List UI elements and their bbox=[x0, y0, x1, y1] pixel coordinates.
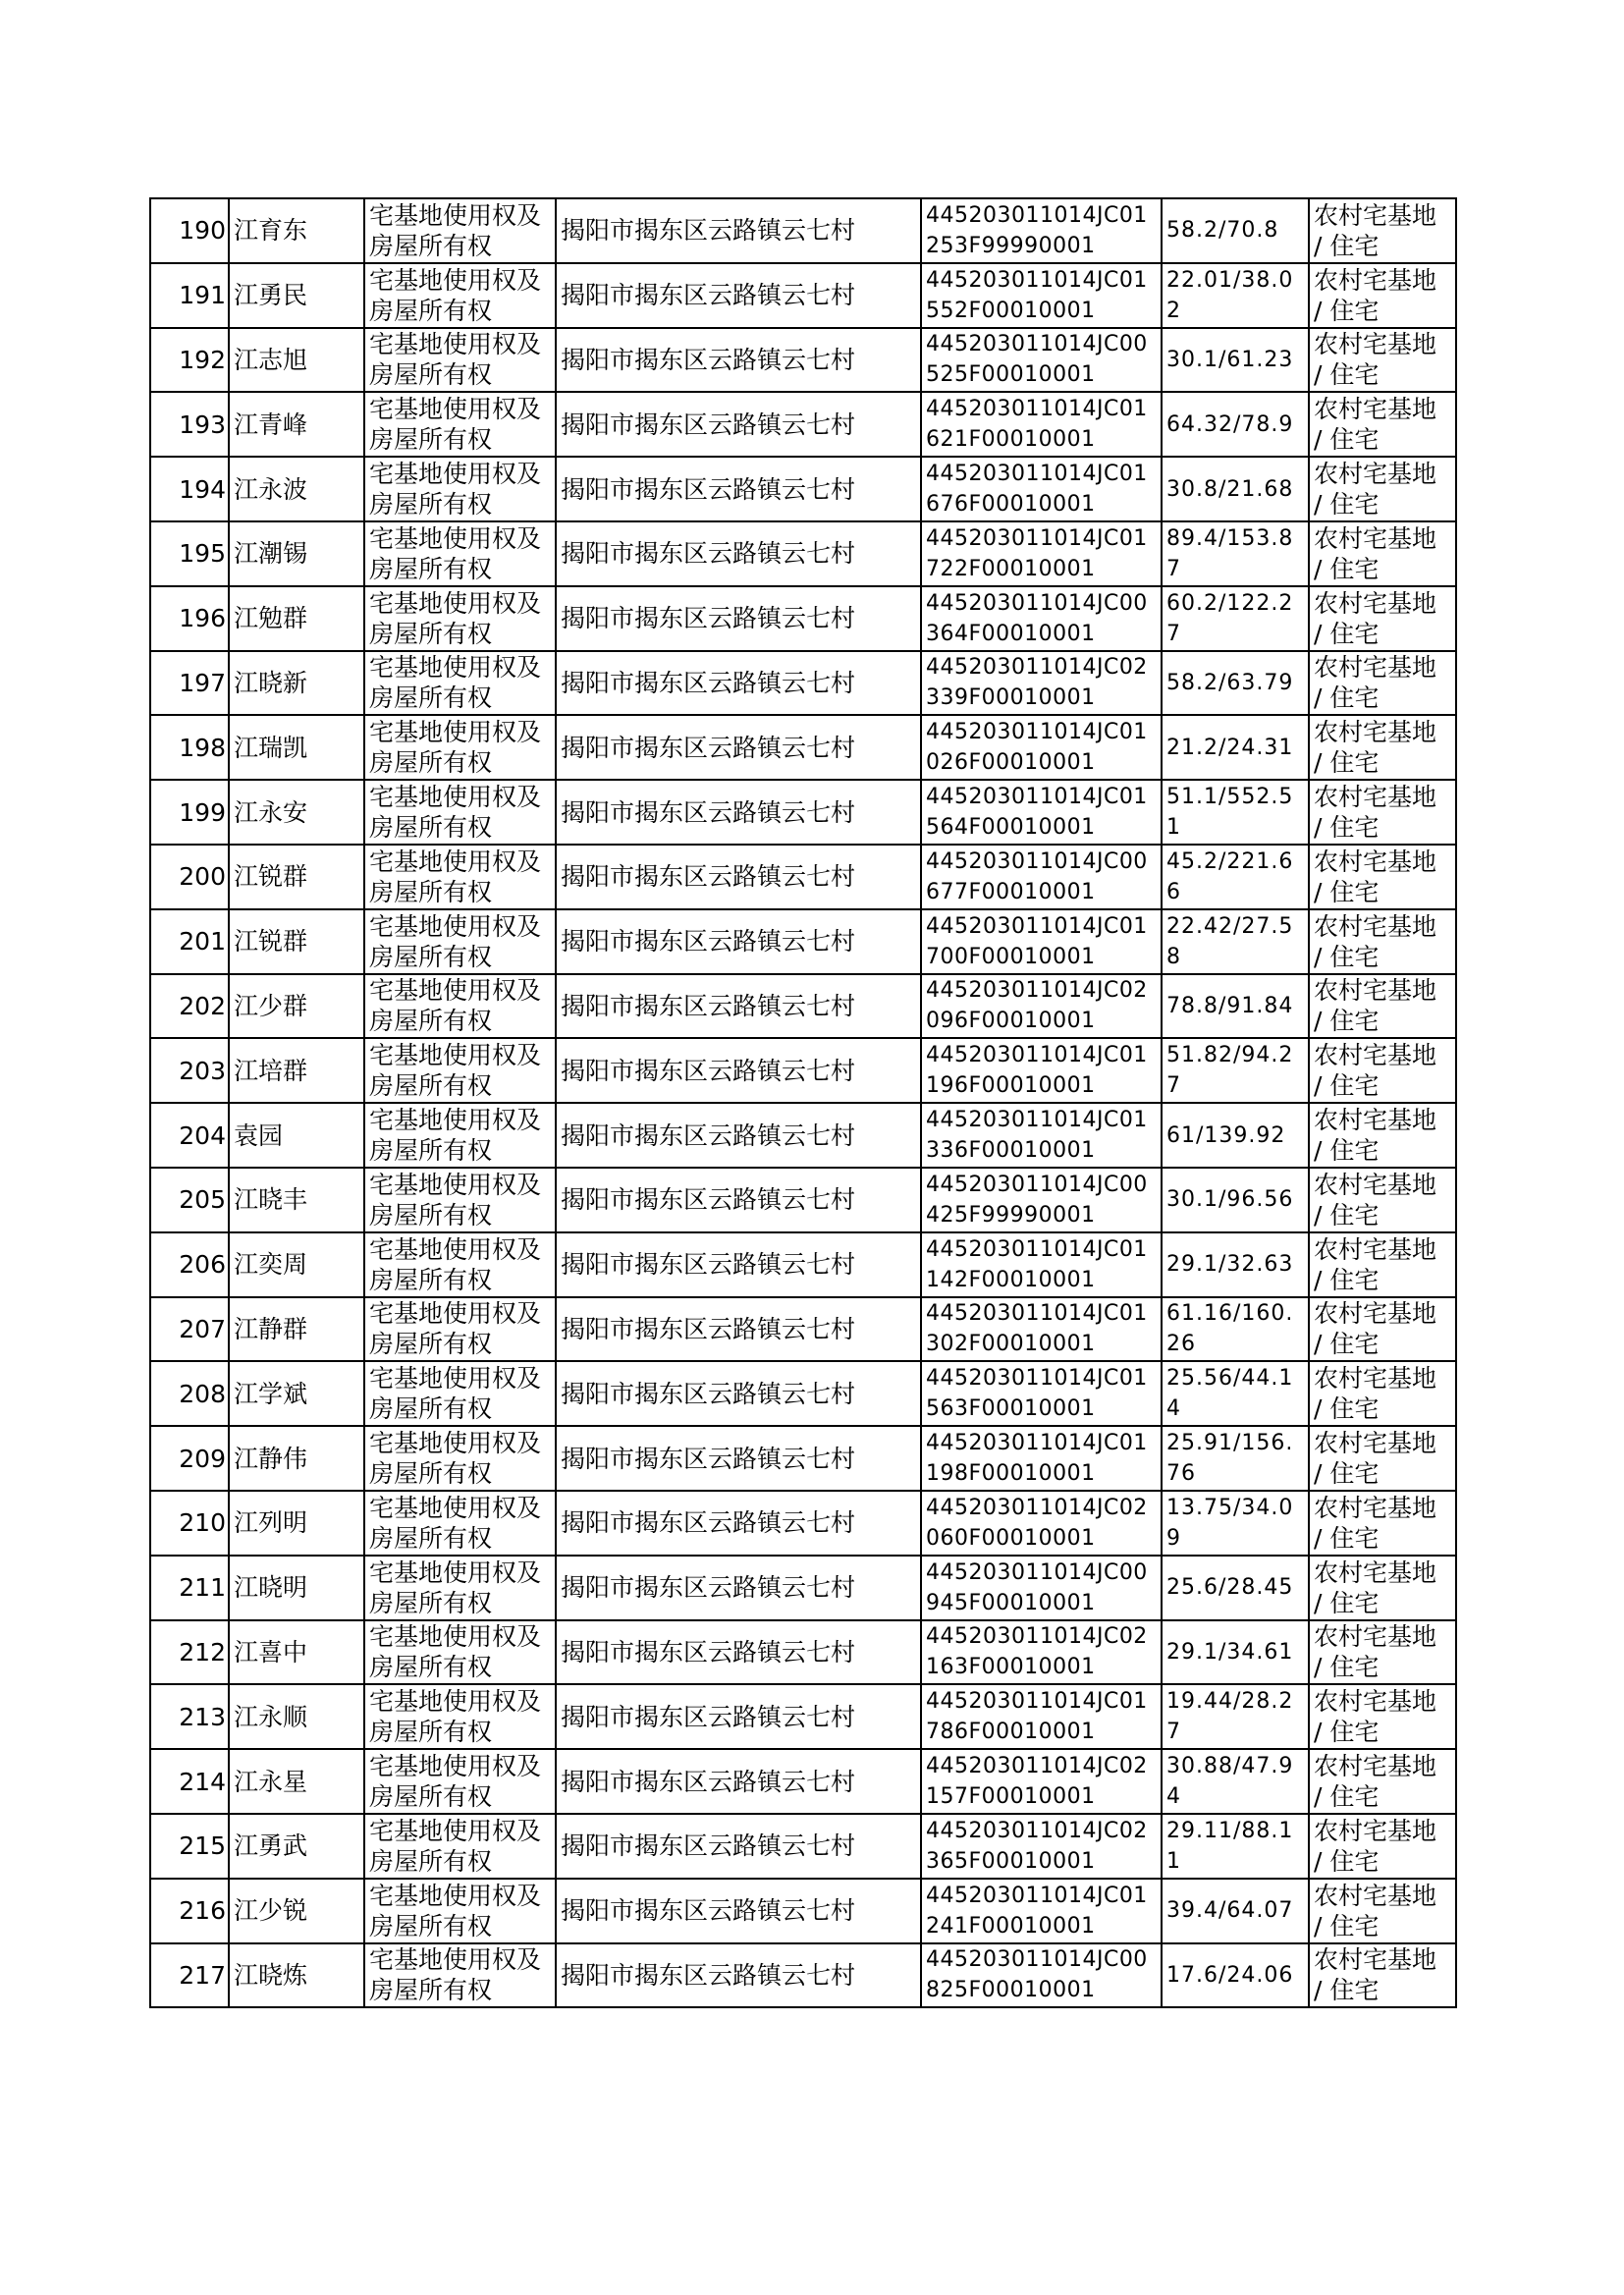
land-use-cell: 农村宅基地 / 住宅 bbox=[1309, 1168, 1456, 1232]
right-type-cell: 宅基地使用权及房屋所有权 bbox=[364, 909, 556, 974]
area-cell: 58.2/70.8 bbox=[1162, 198, 1309, 263]
area-cell: 30.1/61.23 bbox=[1162, 328, 1309, 393]
row-number-cell: 198 bbox=[150, 715, 229, 780]
area-cell: 29.1/34.61 bbox=[1162, 1620, 1309, 1685]
table-row bbox=[150, 1297, 1456, 1362]
right-type-cell: 宅基地使用权及房屋所有权 bbox=[364, 263, 556, 328]
row-number-cell: 193 bbox=[150, 392, 229, 457]
right-type-cell: 宅基地使用权及房屋所有权 bbox=[364, 198, 556, 263]
owner-name-cell: 江勉群 bbox=[229, 586, 364, 651]
area-cell: 17.6/24.06 bbox=[1162, 1943, 1309, 2008]
row-number-cell: 192 bbox=[150, 328, 229, 393]
parcel-code-cell: 445203011014JC01621F00010001 bbox=[921, 392, 1162, 457]
location-cell: 揭阳市揭东区云路镇云七村 bbox=[556, 521, 921, 586]
parcel-code-cell: 445203011014JC02157F00010001 bbox=[921, 1749, 1162, 1814]
right-type-cell: 宅基地使用权及房屋所有权 bbox=[364, 1038, 556, 1103]
land-use-cell: 农村宅基地 / 住宅 bbox=[1309, 1232, 1456, 1297]
parcel-code-cell: 445203011014JC00525F00010001 bbox=[921, 328, 1162, 393]
area-cell: 29.11/88.11 bbox=[1162, 1814, 1309, 1879]
owner-name-cell: 江静群 bbox=[229, 1297, 364, 1362]
row-number-cell: 214 bbox=[150, 1749, 229, 1814]
area-cell: 64.32/78.9 bbox=[1162, 392, 1309, 457]
owner-name-cell: 江志旭 bbox=[229, 328, 364, 393]
owner-name-cell: 江永星 bbox=[229, 1749, 364, 1814]
land-use-cell: 农村宅基地 / 住宅 bbox=[1309, 263, 1456, 328]
location-cell: 揭阳市揭东区云路镇云七村 bbox=[556, 845, 921, 909]
owner-name-cell: 江学斌 bbox=[229, 1361, 364, 1426]
land-use-cell: 农村宅基地 / 住宅 bbox=[1309, 1814, 1456, 1879]
owner-name-cell: 江培群 bbox=[229, 1038, 364, 1103]
area-cell: 51.82/94.27 bbox=[1162, 1038, 1309, 1103]
table-row bbox=[150, 1556, 1456, 1620]
row-number-cell: 212 bbox=[150, 1620, 229, 1685]
parcel-code-cell: 445203011014JC01722F00010001 bbox=[921, 521, 1162, 586]
parcel-code-cell: 445203011014JC02163F00010001 bbox=[921, 1620, 1162, 1685]
area-cell: 22.42/27.58 bbox=[1162, 909, 1309, 974]
row-number-cell: 213 bbox=[150, 1684, 229, 1749]
land-use-cell: 农村宅基地 / 住宅 bbox=[1309, 1426, 1456, 1491]
parcel-code-cell: 445203011014JC00677F00010001 bbox=[921, 845, 1162, 909]
table-row bbox=[150, 1426, 1456, 1491]
area-cell: 30.88/47.94 bbox=[1162, 1749, 1309, 1814]
table-row bbox=[150, 392, 1456, 457]
parcel-code-cell: 445203011014JC00825F00010001 bbox=[921, 1943, 1162, 2008]
owner-name-cell: 江青峰 bbox=[229, 392, 364, 457]
table-row bbox=[150, 1491, 1456, 1556]
right-type-cell: 宅基地使用权及房屋所有权 bbox=[364, 457, 556, 521]
location-cell: 揭阳市揭东区云路镇云七村 bbox=[556, 1620, 921, 1685]
row-number-cell: 196 bbox=[150, 586, 229, 651]
owner-name-cell: 江永顺 bbox=[229, 1684, 364, 1749]
right-type-cell: 宅基地使用权及房屋所有权 bbox=[364, 715, 556, 780]
location-cell: 揭阳市揭东区云路镇云七村 bbox=[556, 392, 921, 457]
location-cell: 揭阳市揭东区云路镇云七村 bbox=[556, 909, 921, 974]
owner-name-cell: 江静伟 bbox=[229, 1426, 364, 1491]
area-cell: 89.4/153.87 bbox=[1162, 521, 1309, 586]
row-number-cell: 203 bbox=[150, 1038, 229, 1103]
table-row bbox=[150, 1232, 1456, 1297]
right-type-cell: 宅基地使用权及房屋所有权 bbox=[364, 1297, 556, 1362]
table-row bbox=[150, 651, 1456, 716]
row-number-cell: 190 bbox=[150, 198, 229, 263]
land-use-cell: 农村宅基地 / 住宅 bbox=[1309, 909, 1456, 974]
table-row bbox=[150, 1361, 1456, 1426]
location-cell: 揭阳市揭东区云路镇云七村 bbox=[556, 328, 921, 393]
owner-name-cell: 江永安 bbox=[229, 780, 364, 845]
right-type-cell: 宅基地使用权及房屋所有权 bbox=[364, 1814, 556, 1879]
land-use-cell: 农村宅基地 / 住宅 bbox=[1309, 1620, 1456, 1685]
area-cell: 30.8/21.68 bbox=[1162, 457, 1309, 521]
right-type-cell: 宅基地使用权及房屋所有权 bbox=[364, 1620, 556, 1685]
row-number-cell: 211 bbox=[150, 1556, 229, 1620]
area-cell: 21.2/24.31 bbox=[1162, 715, 1309, 780]
location-cell: 揭阳市揭东区云路镇云七村 bbox=[556, 1168, 921, 1232]
area-cell: 60.2/122.27 bbox=[1162, 586, 1309, 651]
owner-name-cell: 江锐群 bbox=[229, 909, 364, 974]
owner-name-cell: 江勇武 bbox=[229, 1814, 364, 1879]
area-cell: 25.56/44.14 bbox=[1162, 1361, 1309, 1426]
table-row bbox=[150, 1038, 1456, 1103]
land-use-cell: 农村宅基地 / 住宅 bbox=[1309, 651, 1456, 716]
area-cell: 25.91/156.76 bbox=[1162, 1426, 1309, 1491]
row-number-cell: 194 bbox=[150, 457, 229, 521]
land-use-cell: 农村宅基地 / 住宅 bbox=[1309, 974, 1456, 1039]
parcel-code-cell: 445203011014JC00364F00010001 bbox=[921, 586, 1162, 651]
parcel-code-cell: 445203011014JC01676F00010001 bbox=[921, 457, 1162, 521]
table-row bbox=[150, 1879, 1456, 1943]
location-cell: 揭阳市揭东区云路镇云七村 bbox=[556, 780, 921, 845]
land-use-cell: 农村宅基地 / 住宅 bbox=[1309, 1038, 1456, 1103]
location-cell: 揭阳市揭东区云路镇云七村 bbox=[556, 1684, 921, 1749]
owner-name-cell: 江少锐 bbox=[229, 1879, 364, 1943]
area-cell: 45.2/221.66 bbox=[1162, 845, 1309, 909]
land-use-cell: 农村宅基地 / 住宅 bbox=[1309, 1749, 1456, 1814]
location-cell: 揭阳市揭东区云路镇云七村 bbox=[556, 586, 921, 651]
area-cell: 25.6/28.45 bbox=[1162, 1556, 1309, 1620]
table-row bbox=[150, 1684, 1456, 1749]
table-row bbox=[150, 586, 1456, 651]
location-cell: 揭阳市揭东区云路镇云七村 bbox=[556, 1491, 921, 1556]
right-type-cell: 宅基地使用权及房屋所有权 bbox=[364, 392, 556, 457]
right-type-cell: 宅基地使用权及房屋所有权 bbox=[364, 651, 556, 716]
table-row bbox=[150, 457, 1456, 521]
location-cell: 揭阳市揭东区云路镇云七村 bbox=[556, 1814, 921, 1879]
area-cell: 61/139.92 bbox=[1162, 1103, 1309, 1168]
parcel-code-cell: 445203011014JC00425F99990001 bbox=[921, 1168, 1162, 1232]
parcel-code-cell: 445203011014JC01026F00010001 bbox=[921, 715, 1162, 780]
row-number-cell: 209 bbox=[150, 1426, 229, 1491]
table-row bbox=[150, 845, 1456, 909]
area-cell: 19.44/28.27 bbox=[1162, 1684, 1309, 1749]
location-cell: 揭阳市揭东区云路镇云七村 bbox=[556, 1426, 921, 1491]
owner-name-cell: 江潮锡 bbox=[229, 521, 364, 586]
land-use-cell: 农村宅基地 / 住宅 bbox=[1309, 1103, 1456, 1168]
table-row bbox=[150, 1620, 1456, 1685]
table-row bbox=[150, 1103, 1456, 1168]
location-cell: 揭阳市揭东区云路镇云七村 bbox=[556, 1038, 921, 1103]
area-cell: 13.75/34.09 bbox=[1162, 1491, 1309, 1556]
parcel-code-cell: 445203011014JC01786F00010001 bbox=[921, 1684, 1162, 1749]
owner-name-cell: 江晓炼 bbox=[229, 1943, 364, 2008]
owner-name-cell: 江晓新 bbox=[229, 651, 364, 716]
location-cell: 揭阳市揭东区云路镇云七村 bbox=[556, 1361, 921, 1426]
land-use-cell: 农村宅基地 / 住宅 bbox=[1309, 521, 1456, 586]
area-cell: 22.01/38.02 bbox=[1162, 263, 1309, 328]
right-type-cell: 宅基地使用权及房屋所有权 bbox=[364, 974, 556, 1039]
location-cell: 揭阳市揭东区云路镇云七村 bbox=[556, 1297, 921, 1362]
right-type-cell: 宅基地使用权及房屋所有权 bbox=[364, 845, 556, 909]
parcel-code-cell: 445203011014JC00945F00010001 bbox=[921, 1556, 1162, 1620]
table-row bbox=[150, 974, 1456, 1039]
area-cell: 39.4/64.07 bbox=[1162, 1879, 1309, 1943]
area-cell: 29.1/32.63 bbox=[1162, 1232, 1309, 1297]
table-row bbox=[150, 521, 1456, 586]
parcel-code-cell: 445203011014JC01241F00010001 bbox=[921, 1879, 1162, 1943]
table-row bbox=[150, 780, 1456, 845]
land-use-cell: 农村宅基地 / 住宅 bbox=[1309, 1556, 1456, 1620]
right-type-cell: 宅基地使用权及房屋所有权 bbox=[364, 1491, 556, 1556]
right-type-cell: 宅基地使用权及房屋所有权 bbox=[364, 1749, 556, 1814]
row-number-cell: 200 bbox=[150, 845, 229, 909]
owner-name-cell: 袁园 bbox=[229, 1103, 364, 1168]
location-cell: 揭阳市揭东区云路镇云七村 bbox=[556, 651, 921, 716]
registry-table bbox=[149, 197, 1457, 2008]
table-row bbox=[150, 1943, 1456, 2008]
land-use-cell: 农村宅基地 / 住宅 bbox=[1309, 1491, 1456, 1556]
row-number-cell: 210 bbox=[150, 1491, 229, 1556]
owner-name-cell: 江育东 bbox=[229, 198, 364, 263]
parcel-code-cell: 445203011014JC01552F00010001 bbox=[921, 263, 1162, 328]
table-row bbox=[150, 198, 1456, 263]
parcel-code-cell: 445203011014JC01196F00010001 bbox=[921, 1038, 1162, 1103]
row-number-cell: 215 bbox=[150, 1814, 229, 1879]
row-number-cell: 195 bbox=[150, 521, 229, 586]
right-type-cell: 宅基地使用权及房屋所有权 bbox=[364, 780, 556, 845]
owner-name-cell: 江瑞凯 bbox=[229, 715, 364, 780]
location-cell: 揭阳市揭东区云路镇云七村 bbox=[556, 974, 921, 1039]
table-row bbox=[150, 909, 1456, 974]
row-number-cell: 191 bbox=[150, 263, 229, 328]
land-use-cell: 农村宅基地 / 住宅 bbox=[1309, 780, 1456, 845]
owner-name-cell: 江奕周 bbox=[229, 1232, 364, 1297]
location-cell: 揭阳市揭东区云路镇云七村 bbox=[556, 1103, 921, 1168]
area-cell: 51.1/552.51 bbox=[1162, 780, 1309, 845]
land-use-cell: 农村宅基地 / 住宅 bbox=[1309, 392, 1456, 457]
location-cell: 揭阳市揭东区云路镇云七村 bbox=[556, 457, 921, 521]
row-number-cell: 217 bbox=[150, 1943, 229, 2008]
land-use-cell: 农村宅基地 / 住宅 bbox=[1309, 715, 1456, 780]
row-number-cell: 199 bbox=[150, 780, 229, 845]
table-row bbox=[150, 263, 1456, 328]
table-row bbox=[150, 1749, 1456, 1814]
right-type-cell: 宅基地使用权及房屋所有权 bbox=[364, 328, 556, 393]
owner-name-cell: 江勇民 bbox=[229, 263, 364, 328]
land-use-cell: 农村宅基地 / 住宅 bbox=[1309, 1943, 1456, 2008]
location-cell: 揭阳市揭东区云路镇云七村 bbox=[556, 198, 921, 263]
row-number-cell: 207 bbox=[150, 1297, 229, 1362]
right-type-cell: 宅基地使用权及房屋所有权 bbox=[364, 1556, 556, 1620]
table-row bbox=[150, 1168, 1456, 1232]
owner-name-cell: 江列明 bbox=[229, 1491, 364, 1556]
row-number-cell: 208 bbox=[150, 1361, 229, 1426]
owner-name-cell: 江锐群 bbox=[229, 845, 364, 909]
right-type-cell: 宅基地使用权及房屋所有权 bbox=[364, 1426, 556, 1491]
parcel-code-cell: 445203011014JC02339F00010001 bbox=[921, 651, 1162, 716]
land-use-cell: 农村宅基地 / 住宅 bbox=[1309, 457, 1456, 521]
owner-name-cell: 江喜中 bbox=[229, 1620, 364, 1685]
location-cell: 揭阳市揭东区云路镇云七村 bbox=[556, 1749, 921, 1814]
land-use-cell: 农村宅基地 / 住宅 bbox=[1309, 1297, 1456, 1362]
right-type-cell: 宅基地使用权及房屋所有权 bbox=[364, 1943, 556, 2008]
location-cell: 揭阳市揭东区云路镇云七村 bbox=[556, 1232, 921, 1297]
parcel-code-cell: 445203011014JC01700F00010001 bbox=[921, 909, 1162, 974]
parcel-code-cell: 445203011014JC01302F00010001 bbox=[921, 1297, 1162, 1362]
table-row bbox=[150, 715, 1456, 780]
table-row bbox=[150, 328, 1456, 393]
right-type-cell: 宅基地使用权及房屋所有权 bbox=[364, 586, 556, 651]
row-number-cell: 206 bbox=[150, 1232, 229, 1297]
location-cell: 揭阳市揭东区云路镇云七村 bbox=[556, 263, 921, 328]
owner-name-cell: 江永波 bbox=[229, 457, 364, 521]
table-row bbox=[150, 1814, 1456, 1879]
owner-name-cell: 江晓丰 bbox=[229, 1168, 364, 1232]
right-type-cell: 宅基地使用权及房屋所有权 bbox=[364, 1879, 556, 1943]
location-cell: 揭阳市揭东区云路镇云七村 bbox=[556, 715, 921, 780]
owner-name-cell: 江晓明 bbox=[229, 1556, 364, 1620]
parcel-code-cell: 445203011014JC01142F00010001 bbox=[921, 1232, 1162, 1297]
land-use-cell: 农村宅基地 / 住宅 bbox=[1309, 586, 1456, 651]
area-cell: 58.2/63.79 bbox=[1162, 651, 1309, 716]
row-number-cell: 197 bbox=[150, 651, 229, 716]
parcel-code-cell: 445203011014JC01253F99990001 bbox=[921, 198, 1162, 263]
area-cell: 78.8/91.84 bbox=[1162, 974, 1309, 1039]
right-type-cell: 宅基地使用权及房屋所有权 bbox=[364, 1232, 556, 1297]
parcel-code-cell: 445203011014JC01336F00010001 bbox=[921, 1103, 1162, 1168]
land-use-cell: 农村宅基地 / 住宅 bbox=[1309, 1684, 1456, 1749]
land-use-cell: 农村宅基地 / 住宅 bbox=[1309, 1361, 1456, 1426]
right-type-cell: 宅基地使用权及房屋所有权 bbox=[364, 1103, 556, 1168]
land-use-cell: 农村宅基地 / 住宅 bbox=[1309, 198, 1456, 263]
table-body bbox=[150, 198, 1456, 2007]
area-cell: 61.16/160.26 bbox=[1162, 1297, 1309, 1362]
land-use-cell: 农村宅基地 / 住宅 bbox=[1309, 1879, 1456, 1943]
parcel-code-cell: 445203011014JC01563F00010001 bbox=[921, 1361, 1162, 1426]
land-use-cell: 农村宅基地 / 住宅 bbox=[1309, 845, 1456, 909]
row-number-cell: 204 bbox=[150, 1103, 229, 1168]
right-type-cell: 宅基地使用权及房屋所有权 bbox=[364, 1361, 556, 1426]
right-type-cell: 宅基地使用权及房屋所有权 bbox=[364, 1168, 556, 1232]
parcel-code-cell: 445203011014JC01564F00010001 bbox=[921, 780, 1162, 845]
land-use-cell: 农村宅基地 / 住宅 bbox=[1309, 328, 1456, 393]
parcel-code-cell: 445203011014JC02365F00010001 bbox=[921, 1814, 1162, 1879]
right-type-cell: 宅基地使用权及房屋所有权 bbox=[364, 1684, 556, 1749]
location-cell: 揭阳市揭东区云路镇云七村 bbox=[556, 1556, 921, 1620]
right-type-cell: 宅基地使用权及房屋所有权 bbox=[364, 521, 556, 586]
location-cell: 揭阳市揭东区云路镇云七村 bbox=[556, 1879, 921, 1943]
row-number-cell: 205 bbox=[150, 1168, 229, 1232]
parcel-code-cell: 445203011014JC02096F00010001 bbox=[921, 974, 1162, 1039]
owner-name-cell: 江少群 bbox=[229, 974, 364, 1039]
row-number-cell: 202 bbox=[150, 974, 229, 1039]
area-cell: 30.1/96.56 bbox=[1162, 1168, 1309, 1232]
parcel-code-cell: 445203011014JC01198F00010001 bbox=[921, 1426, 1162, 1491]
row-number-cell: 201 bbox=[150, 909, 229, 974]
row-number-cell: 216 bbox=[150, 1879, 229, 1943]
parcel-code-cell: 445203011014JC02060F00010001 bbox=[921, 1491, 1162, 1556]
location-cell: 揭阳市揭东区云路镇云七村 bbox=[556, 1943, 921, 2008]
